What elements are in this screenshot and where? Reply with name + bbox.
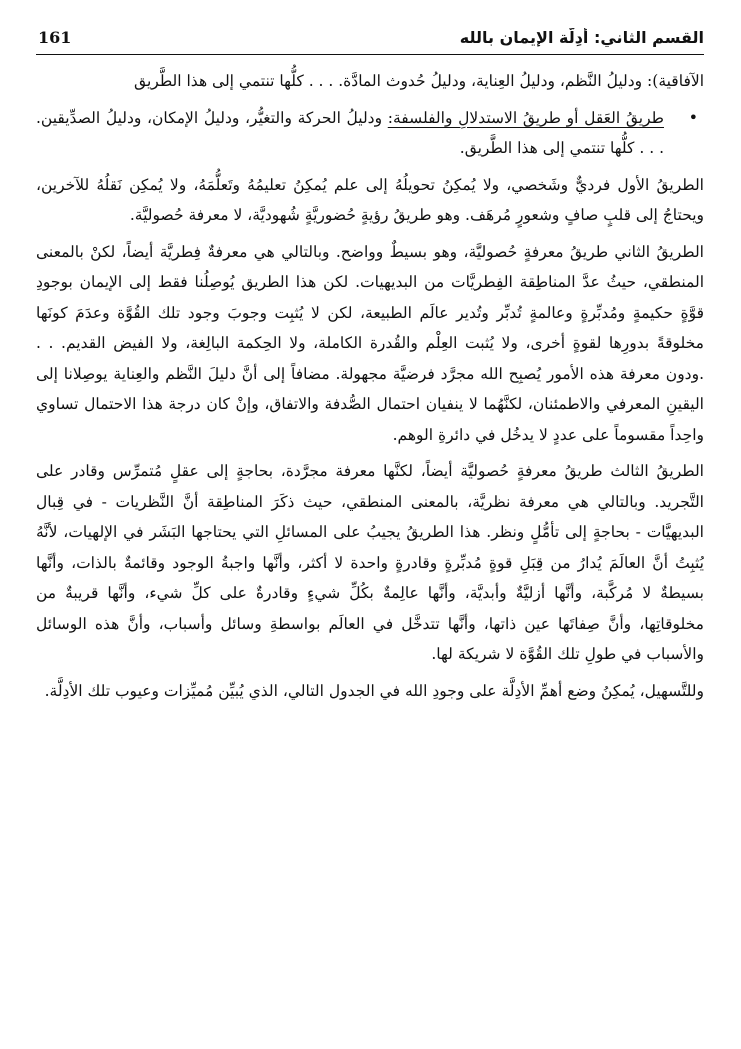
chapter-title: القسم الثاني: أدِلّة الإيمان بالله (459, 28, 704, 47)
paragraph: وللتَّسهيل، يُمكِنُ وضع أهمِّ الأدِلَّة على وجودِ الله في الجدول التالي، الذي يُبيِّن مُميِّزات وعيوب تلك الأدِلَّة. (44, 681, 704, 700)
bullet-body-text: ودليلُ الحركة والتغيُّر، ودليلُ الإمكان، ودليلُ الصدِّيقين. . . . كلُّها تنتمي إلى هذا الطَّريق. (36, 108, 664, 157)
book-page (36, 28, 704, 1018)
paragraph: الطريقُ الثالث طريقُ معرفةٍ حُصوليَّة أيضاً، لكنَّها معرفة مجرَّدة، بحاجةٍ إلى عقلٍ مُتمرِّس وقادر على التَّجريد. وبالتالي هي معرفة نظريَّة، بالمعنى المنطقي، حيث ذكَرَ المناطِقة أنَّ النَّظريات - في قِبال البديهيَّات - بحاجةٍ إلى تأمُّلٍ ونظر. هذا الطريقُ يجيبُ على المسائلِ التي يحتاجها البَشَر في الإلهيات، لأنَّهُ يُثبِتُ أنَّ العالَمَ يُدارُ من قِبَلِ قوةٍ مُدبِّرةٍ وقادرةٍ واحدة لا أكثر، وأنَّها واجبةُ الوجود وقائمةٌ بالذات، وأنَّها بسيطةٌ لا مُركَّبة، وأنَّها أزليَّةٌ وأبديَّة، وأنَّها عالِمةٌ بكُلِّ شيءٍ وقادرةٌ على كلِّ شيء، وأنَّها قريبةٌ من مخلوقاتِها، وأنَّ صِفاتَها عين ذاتها، وأنَّها تتدخَّل في العالَم بواسطةِ وسائل وأسباب، وأنَّ هذه الوسائل والأسباب في طولِ تلك القُوَّة لا شريكة لها. (36, 462, 704, 663)
paragraph: الطريقُ الأول فرديٌّ وشَخصي، ولا يُمكِنُ تحويلُهُ إلى علم يُمكِنُ تعليمُهُ وتَعلُّمَهُ، ولا يُمكِن نَقلُهُ للآخرين، ويحتاجُ إلى قلبٍ صافٍ وشعورٍ مُرهَف. وهو طريقُ رؤيةٍ حُضوريَّةٍ شُهوديَّة، لا معرفة حُصوليَّة. (36, 175, 704, 224)
body-text (36, 66, 704, 706)
bullet-lead-text: طريقُ العَقل أو طريقُ الاستدلالِ والفلسفة: (387, 108, 664, 127)
paragraph: الآفاقية): ودليلُ النَّظم، ودليلُ العِناية، ودليلُ حُدوث المادَّة. . . . كلُّها تنتمي إلى هذا الطَّريق (134, 72, 704, 90)
page-number: 161 (38, 28, 72, 47)
bullet-icon: • (688, 107, 698, 127)
running-header (36, 28, 704, 55)
bullet-paragraph (36, 103, 704, 164)
paragraph: الطريقُ الثاني طريقُ معرفةٍ حُصوليَّة، وهو بسيطٌ وواضح. وبالتالي هي معرفةٌ فِطريَّة أيضاً، لكنْ بالمعنى المنطقي، حيثُ عدَّ المناطِقة الفِطريَّات من البديهيات. لكن هذا الطريق يُوصِلُنا فقط إلى الإيمان بوجودِ قوَّةٍ حكيمةٍ ومُدبِّرةٍ وعالمةٍ تُدبِّر وتُدير عالَم الطبيعة، لكن لا يُثبِت وجوبَ وجود تلك القُوَّة وعدَمَ كونَها مخلوقةً بدورِها لقوةٍ أخرى، ولا يُثبت العِلْم والقُدرة الكاملة، ولا الحِكمة البالِغة، ولا الفيض القديم. . . .ودون معرفة هذه الأمور يُصبِح الله مجرَّد فرضيَّة مجهولة. مضافاً إلى أنَّ دليلَ النَّظم والعِناية يوصِلانا إلى اليقينِ المعرفي والاطمئنان، لكنَّهُما لا ينفيان احتمال الصُّدفة والاتفاق، وإنْ كان درجة هذا الاحتمال تساوي واحِداً مقسوماً على عددٍ لا يدخُل في دائرةِ الوهم. (36, 242, 704, 444)
